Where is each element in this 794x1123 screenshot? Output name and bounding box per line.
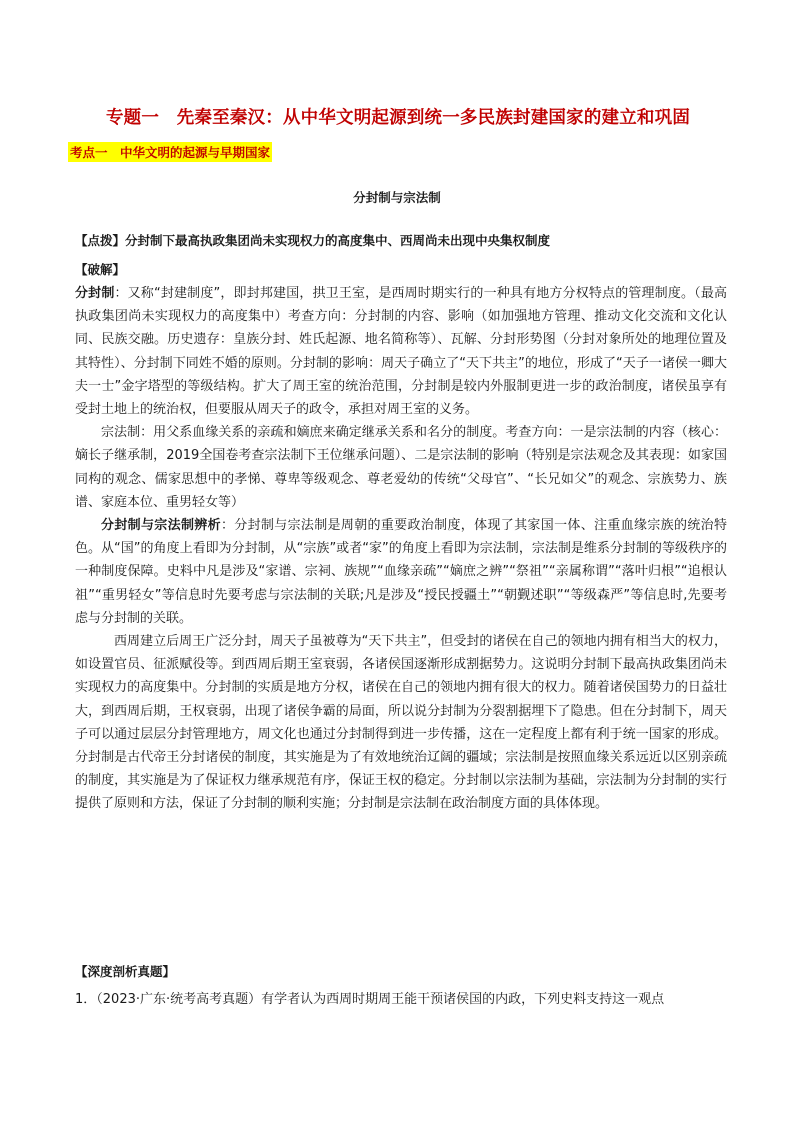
paragraph-zongfa bbox=[75, 421, 727, 514]
paragraph-zongfa-text: ：用父系血缘关系的亲疏和嫡庶来确定继承关系和名分的制度。考查方向：一是宗法制的内容（核心：嫡长子继承制，2019全国卷考查宗法制下王位继承问题）、二是宗法制的影响（特别是宗法观念及其表现：如家国同构的观念、儒家思想中的孝悌、尊卑等级观念、尊老爱幼的传统“父母官”、“长兄如父”的观念、宗族势力、族谱、家庭本位、重男轻女等） bbox=[75, 425, 727, 510]
paragraph-xizhou: 西周建立后周王广泛分封，周天子虽被尊为“天下共主”，但受封的诸侯在自己的领地内拥有相当大的权力，如设置官员、征派赋役等。到西周后期王室衰弱，各诸侯国逐渐形成割据势力。这说明分封制下最高执政集团尚未实现权力的高度集中。分封制的实质是地方分权，诸侯在自己的领地内拥有很大的权力。随着诸侯国势力的日益壮大，到西周后期，王权衰弱，出现了诸侯争霸的局面，所以说分封制为分裂割据埋下了隐患。但在分封制下，周天子可以通过层层分封管理地方，周文化也通过分封制得到进一步传播，这在一定程度上都有利于统一国家的形成。分封制是古代帝王分封诸侯的制度，其实施是为了有效地统治辽阔的疆域；宗法制是按照血缘关系远近以区别亲疏的制度，其实施是为了保证权力继承规范有序，保证王权的稳定。分封制以宗法制为基础，宗法制为分封制的实行提供了原则和方法，保证了分封制的顺利实施；分封制是宗法制在政治制度方面的具体体现。 bbox=[75, 634, 727, 812]
question-source: （2023·广东·统考高考真题） bbox=[96, 992, 262, 1007]
paragraph-fenfeng bbox=[75, 282, 727, 421]
term-bianxi: 分封制与宗法制辨析 bbox=[101, 518, 221, 534]
tip-line: 【点拨】分封制下最高执政集团尚未实现权力的高度集中、西周尚未出现中央集权制度 bbox=[75, 233, 551, 248]
section-heading-highlight: 考点一 中华文明的起源与早期国家 bbox=[68, 142, 272, 162]
paragraph-bianxi-text: ：分封制与宗法制是周朝的重要政治制度，体现了其家国一体、注重血缘宗族的统治特色。从“国”的角度上看即为分封制，从“宗族”或者“家”的角度上看即为宗法制，宗法制是维系分封制的等级秩序的一种制度保障。史料中凡是涉及“家谱、宗祠、族规”“血缘亲疏”“嫡庶之辨”“祭祖”“亲属称谓”“落叶归根”“追根认祖”“重男轻女”等信息时先要考虑与宗法制的关联;凡是涉及“授民授疆土”“朝觐述职”“等级森严”等信息时,先要考虑与分封制的关联。 bbox=[75, 518, 727, 626]
question-number: 1． bbox=[75, 992, 97, 1007]
pojie-heading: 【破解】 bbox=[75, 262, 126, 277]
paragraph-bianxi bbox=[75, 514, 727, 630]
paragraph-fenfeng-text: ：又称“封建制度”，即封邦建国，拱卫王室，是西周时期实行的一种具有地方分权特点的管理制度。（最高执政集团尚未实现权力的高度集中）考查方向：分封制的内容、影响（如加强地方管理、推动文化交流和文化认同、民族交融。历史遗存：皇族分封、姓氏起源、地名简称等）、瓦解、分封形势图（分封对象所处的地理位置及其特性）、分封制下同姓不婚的原则。分封制的影响：周天子确立了“天下共主”的地位，形成了“天子一诸侯一卿大夫一士”金字塔型的等级结构。扩大了周王室的统治范围，分封制是较内外服制更进一步的政治制度，诸侯虽享有受封土地上的统治权，但要服从周天子的政令，承担对周王室的义务。 bbox=[75, 286, 727, 418]
term-fenfeng: 分封制 bbox=[75, 286, 115, 301]
subtitle: 分封制与宗法制 bbox=[353, 190, 441, 205]
term-zongfa: 宗法制 bbox=[101, 425, 141, 441]
question-text: 有学者认为西周时期周王能干预诸侯国的内政，下列史料支持这一观点 bbox=[261, 992, 665, 1007]
deep-analysis-heading: 【深度剖析真题】 bbox=[75, 964, 176, 979]
page-title: 专题一 先秦至秦汉：从中华文明起源到统一多民族封建国家的建立和巩固 bbox=[105, 108, 691, 128]
body-text bbox=[75, 282, 727, 816]
question-1 bbox=[75, 988, 735, 1007]
